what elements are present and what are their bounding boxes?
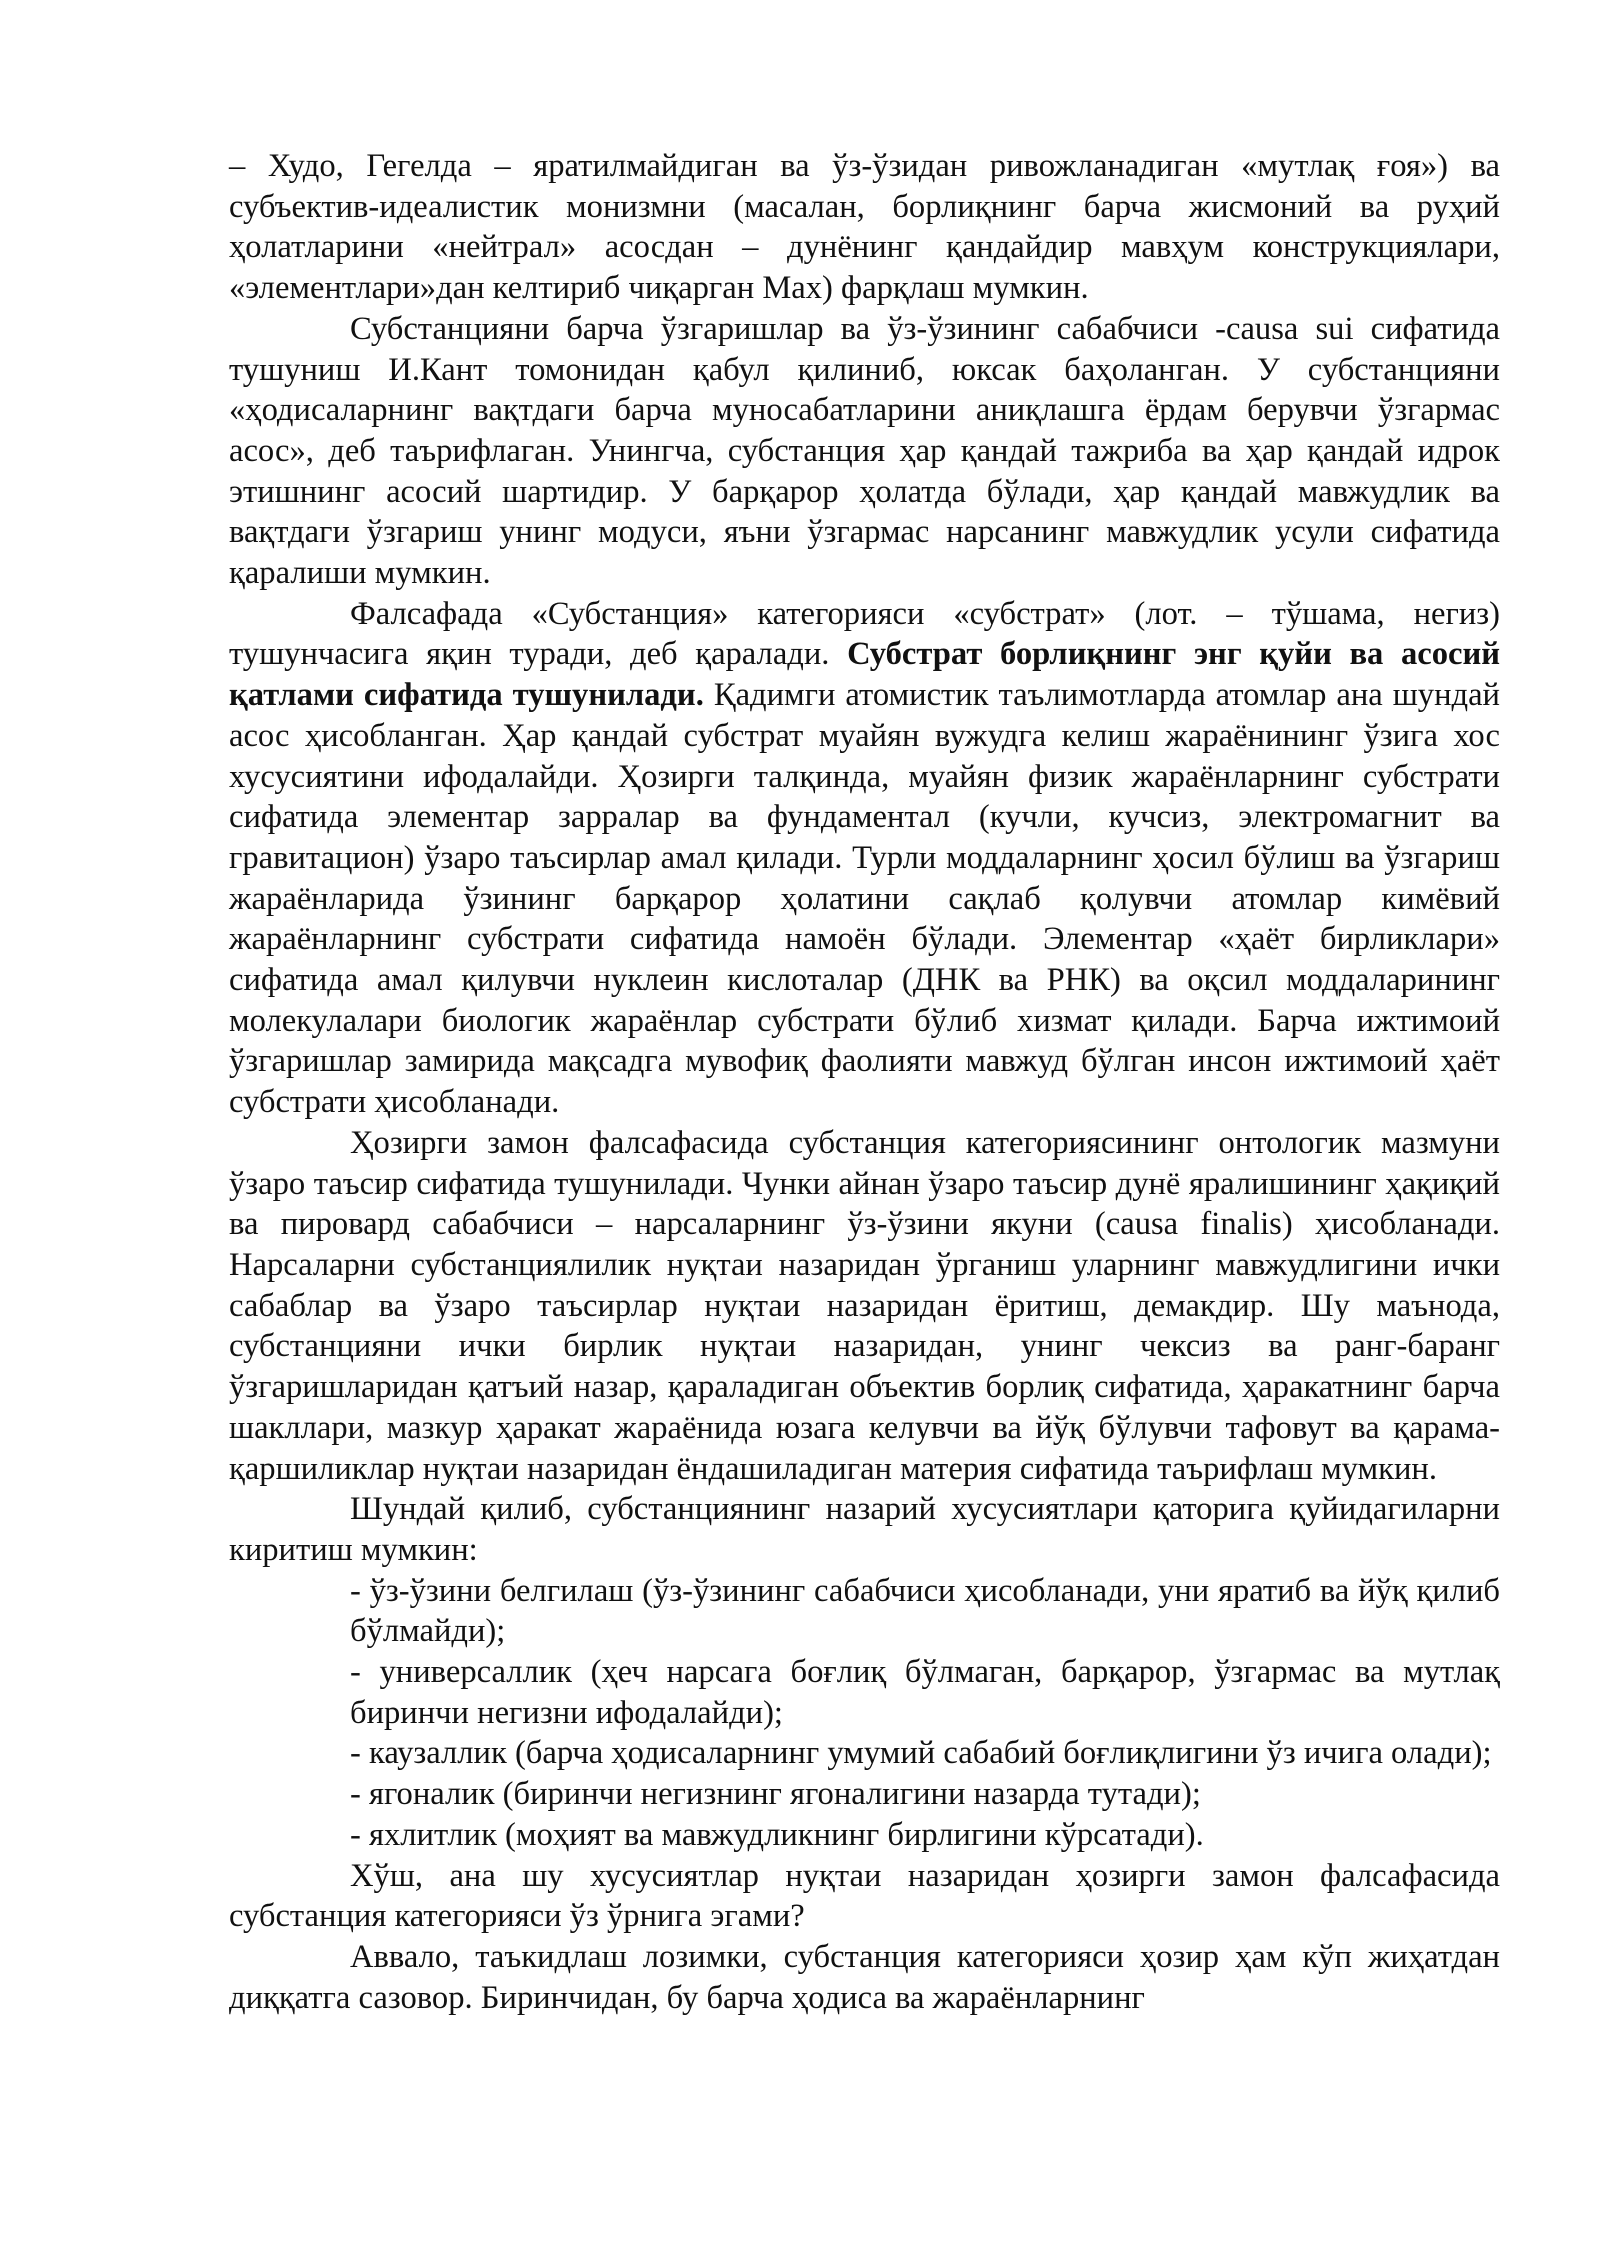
paragraph-4: Ҳозирги замон фалсафасида субстанция категориясининг онтологик мазмуни ўзаро таъсир сифатида тушунилади. Чунки айнан ўзаро таъсир дунё яралишининг ҳақиқий ва пировард сабабчиси – нарсаларнинг ўз-ўзини якуни (causa finalis) ҳисобланади. Нарсаларни субстанциялилик нуқтаи назаридан ўрганиш уларнинг мавжудлигини ички сабаблар ва ўзаро таъсирлар нуқтаи назаридан ёритиш, демакдир. Шу маънода, субстанцияни ички бирлик нуқтаи назаридан, унинг чексиз ва ранг-баранг ўзгаришларидан қатъий назар, қараладиган объектив борлиқ сифатида, ҳаракатнинг барча шакллари, мазкур ҳаракат жараёнида юзага келувчи ва йўқ бўлувчи тафовут ва қарама-қаршиликлар нуқтаи назаридан ёндашиладиган материя сифатида таърифлаш мумкин.: [229, 1124, 1500, 1487]
paragraph-3-bold-text: Субстрат борлиқнинг энг қуйи ва асосий қатлами сифатида тушунилади.: [229, 636, 1500, 714]
paragraph-3: [229, 594, 1500, 1123]
paragraph-3-text-end: Қадимги атомистик таълимотларда атомлар ана шундай асос ҳисобланган. Ҳар қандай субстрат муайян вужудга келиш жараёнининг ўзига хос хусусиятини ифодалайди. Ҳозирги талқинда, муайян физик жараёнларнинг субстрати сифатида элементар зарралар ва фундаментал (кучли, кучсиз, электромагнит ва гравитацион) ўзаро таъсирлар амал қилади. Турли моддаларнинг ҳосил бўлиш ва ўзгариш жараёнларида ўзининг барқарор ҳолатини сақлаб қолувчи атомлар кимёвий жараёнларнинг субстрати сифатида намоён бўлади. Элементар «ҳаёт бирликлари» сифатида амал қилувчи нуклеин кислоталар (ДНК ва РНК) ва оқсил моддаларининг молекулалари биологик жараёнлар субстрати бўлиб хизмат қилади. Барча ижтимоий ўзгаришлар замирида мақсадга мувофиқ фаолияти мавжуд бўлган инсон ижтимоий ҳаёт субстрати ҳисобланади.: [229, 677, 1500, 1121]
list-item-universality: - универсаллик (ҳеч нарсага боғлиқ бўлмаган, барқарор, ўзгармас ва мутлақ биринчи негизни ифодалайди);: [350, 1654, 1500, 1731]
list-item-causality: - каузаллик (барча ҳодисаларнинг умумий сабабий боғлиқлигини ўз ичига олади);: [350, 1735, 1492, 1772]
paragraph-7: Аввало, таъкидлаш лозимки, субстанция категорияси ҳозир ҳам кўп жиҳатдан диққатга сазовор. Биринчидан, бу барча ҳодиса ва жараёнларнинг: [229, 1938, 1500, 2016]
list-item-integrity: - яхлитлик (моҳият ва мавжудликнинг бирлигини кўрсатади).: [350, 1816, 1204, 1853]
paragraph-3-text-start: Фалсафада «Субстанция» категорияси «субстрат» (лот. – тўшама, негиз) тушунчасига яқин туради, деб қаралади.: [229, 595, 1500, 673]
list-item-uniqueness: - ягоналик (биринчи негизнинг ягоналигини назарда тутади);: [350, 1776, 1201, 1813]
paragraph-5: Шундай қилиб, субстанциянинг назарий хусусиятлари қаторига қуйидагиларни киритиш мумкин:: [229, 1491, 1500, 1568]
list-item-self-determination: - ўз-ўзини белгилаш (ўз-ўзининг сабабчиси ҳисобланади, уни яратиб ва йўқ қилиб бўлмайди);: [350, 1572, 1500, 1650]
paragraph-1: – Худо, Гегелда – яратилмайдиган ва ўз-ўзидан ривожланадиган «мутлақ ғоя») ва субъектив-идеалистик монизмни (масалан, борлиқнинг барча жисмоний ва руҳий ҳолатларини «нейтрал» асосдан – дунёнинг қандайдир мавҳум конструкциялари, «элементлари»дан келтириб чиқарган Мах) фарқлаш мумкин.: [229, 148, 1500, 307]
paragraph-2: Субстанцияни барча ўзгаришлар ва ўз-ўзининг сабабчиси -causa sui сифатида тушуниш И.Кант томонидан қабул қилиниб, юксак баҳоланган. У субстанцияни «ҳодисаларнинг вақтдаги барча муносабатларини аниқлашга ёрдам берувчи ўзгармас асос», деб таърифлаган. Унингча, субстанция ҳар қандай тажриба ва ҳар қандай идрок этишнинг асосий шартидир. У барқарор ҳолатда бўлади, ҳар қандай мавжудлик ва вақтдаги ўзгариш унинг модуси, яъни ўзгармас нарсанинг мавжудлик усули сифатида қаралиши мумкин.: [229, 310, 1500, 592]
document-body: [229, 146, 1500, 2018]
paragraph-6: Хўш, ана шу хусусиятлар нуқтаи назаридан ҳозирги замон фалсафасида субстанция категорияси ўз ўрнига эгами?: [229, 1857, 1500, 1935]
